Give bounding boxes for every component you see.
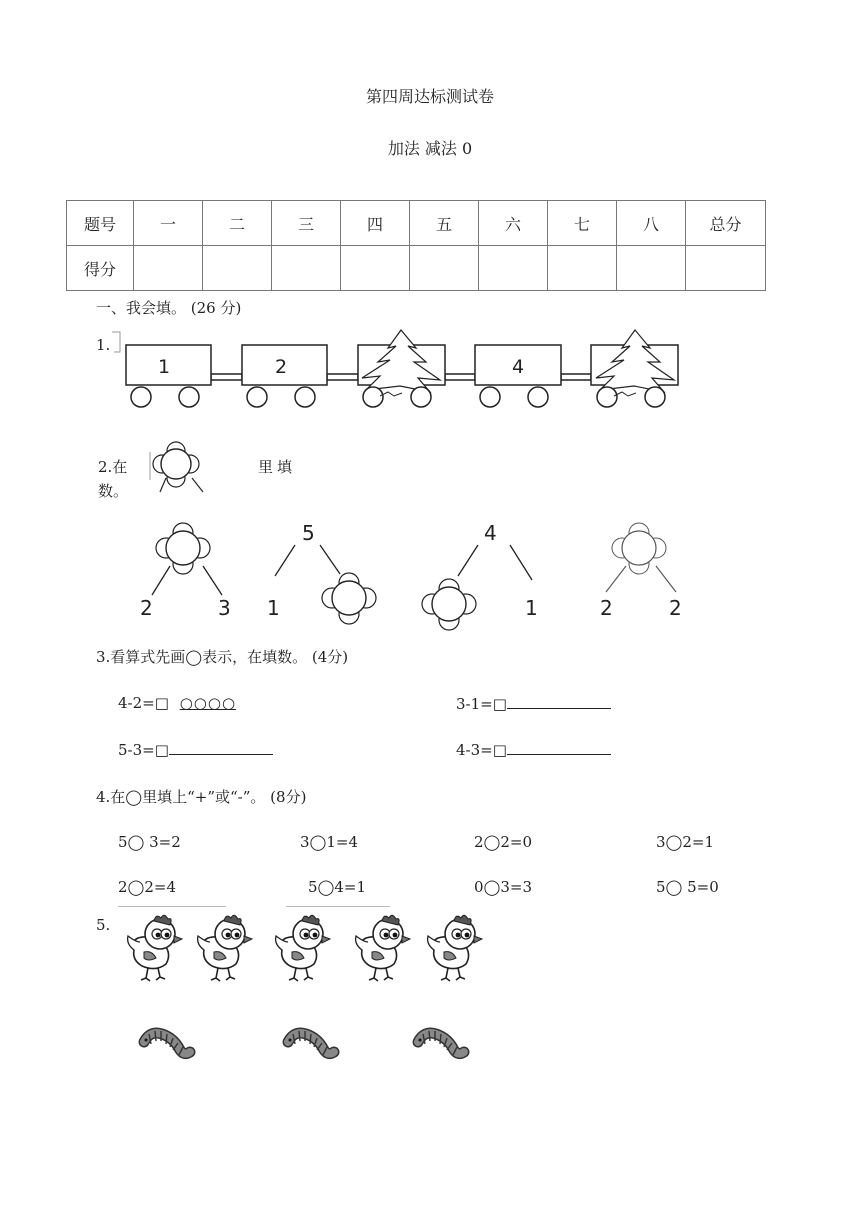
q5-label: 5. [96,916,111,934]
table-cell: 题号 [67,201,134,246]
chicken-icon [356,915,410,981]
operator-equation[interactable]: 5◯ 5=0 [656,878,719,896]
operator-equation[interactable]: 5◯4=1 [308,878,366,896]
table-cell: 三 [272,201,341,246]
table-cell: 一 [134,201,203,246]
table-cell: 总分 [686,201,766,246]
q2-label: 数。 [98,482,129,500]
tree-left-number: 1 [267,596,280,620]
table-cell: 八 [617,201,686,246]
train-car-number: 4 [512,356,525,378]
page-title: 第四周达标测试卷 [365,87,494,106]
q3-heading: 3.看算式先画◯表示，在填数。 (4分) [96,648,349,666]
tree-top-number: 4 [484,521,497,545]
tree-left-number: 2 [140,596,153,620]
tree-right-number: 3 [218,596,231,620]
table-cell: 五 [410,201,479,246]
chicken-icon [198,915,252,981]
table-cell: 七 [548,201,617,246]
tree-right-number: 2 [669,596,682,620]
section-heading: 一、我会填。 (26 分) [96,299,242,317]
table-cell: 四 [341,201,410,246]
drawn-circles: ○○○○ [179,694,237,712]
q1-label: 1. [96,336,111,354]
operator-equation[interactable]: 3◯2=1 [656,833,714,851]
train-car-number: 2 [275,356,288,378]
worm-icon [418,1031,464,1055]
tree-left-number: 2 [600,596,613,620]
table-cell: 得分 [67,246,134,291]
equation-text: 4-2=□ [118,694,169,712]
table-cell: 六 [479,201,548,246]
operator-equation[interactable]: 2◯2=4 [118,878,176,896]
operator-equation[interactable]: 0◯3=3 [474,878,532,896]
operator-equation[interactable]: 3◯1=4 [300,833,358,851]
equation-text: 3-1=□ [456,695,507,713]
q2-label: 2.在 [98,458,128,476]
operator-equation[interactable]: 5◯ 3=2 [118,833,181,851]
equation-text: 5-3=□ [118,741,169,759]
tree-top-number: 5 [302,521,315,545]
tree-right-number: 1 [525,596,538,620]
chicken-icon [276,915,330,981]
q2-label: 里填 [258,458,297,476]
train-car-number: 1 [158,356,171,378]
worm-icon [288,1031,334,1055]
operator-equation[interactable]: 2◯2=0 [474,833,532,851]
table-cell: 二 [203,201,272,246]
chicken-icon [128,915,182,981]
equation-text: 4-3=□ [456,741,507,759]
worm-icon [144,1031,190,1055]
chicken-icon [428,915,482,981]
page-subtitle: 加法 减法 0 [387,139,473,158]
q4-heading: 4.在◯里填上“+”或“-”。 (8分) [96,788,307,806]
